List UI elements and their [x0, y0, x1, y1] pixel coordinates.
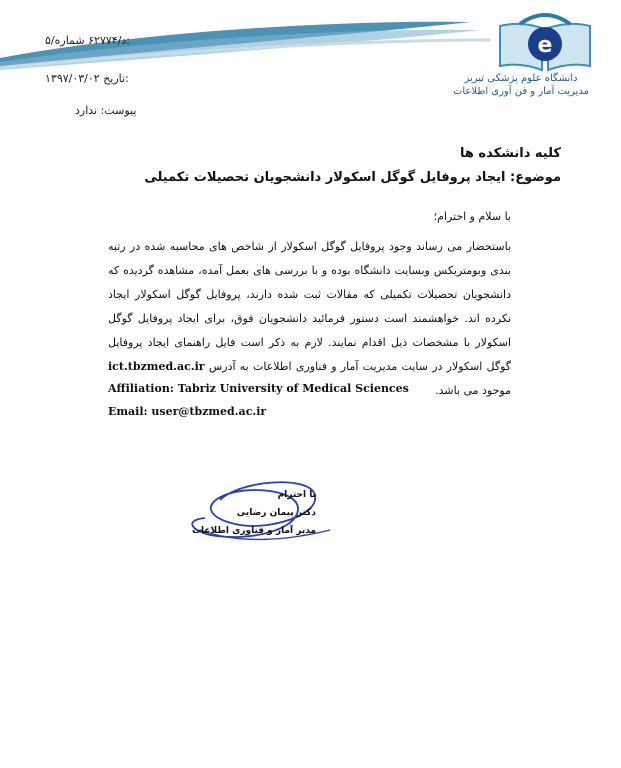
letter-body-url: ict.tbzmed.ac.ir: [108, 360, 205, 373]
university-name-line1: دانشگاه علوم پزشکی تبریز: [464, 73, 578, 84]
signature-title: مدیر آمار و فناوری اطلاعات: [191, 526, 316, 536]
affiliation-line: Affiliation: Tabriz University of Medical Sciences: [108, 382, 409, 395]
letter-date: [45, 72, 129, 85]
letter-number: [45, 34, 130, 47]
signature-closing: با احترام: [277, 490, 316, 500]
letter-date-value: ۱۳۹۷/۰۳/۰۲: [45, 72, 100, 85]
logo-letter: e: [537, 33, 553, 58]
university-name: [453, 72, 589, 98]
letter-addressee: کلیه دانشکده ها: [460, 146, 561, 161]
letter-greeting: با سلام و احترام؛: [433, 210, 511, 223]
email-line: Email: user@tbzmed.ac.ir: [108, 405, 267, 418]
letter-body-ending: موجود می باشد.: [435, 384, 511, 397]
letter-number-label: شماره:: [54, 34, 131, 47]
letter-subject: موضوع: ایجاد پروفایل گوگل اسکولار دانشجویان تحصیلات تکمیلی: [144, 170, 561, 185]
letter-attachment: پیوست: ندارد: [75, 104, 137, 117]
signature-name: دکتر پیمان رضایی: [236, 508, 316, 518]
letter-number-value: ۵/د/۶۲۷۷۴: [45, 34, 127, 47]
letter-date-label: تاریخ:: [103, 72, 129, 85]
university-logo: [490, 6, 600, 76]
letter-body-text: باستحضار می رساند وجود پروفایل گوگل اسکولار از شاخص های محاسبه شده در رتبه بندی وبومتریکس وبسایت دانشگاه بوده و با بررسی های بعمل آمده، مشاهده گردیده که دانشجویان تحصیلات تکمیلی که مقالات ثبت شده دارند، پروفایل گوگل اسکولار ایجاد نکرده اند. خواهشمند است دستور فرمائید دانشجویان فوق، برای ایجاد پروفایل گوگل اسکولار با مشخصات ذیل اقدام نمایند. لازم به ذکر است فایل راهنمای ایجاد پروفایل گوگل اسکولار در سایت مدیریت آمار و فناوری اطلاعات به آدرس: [108, 240, 511, 373]
university-name-line2: مدیریت آمار و فن آوری اطلاعات: [452, 86, 589, 97]
letter-body: [108, 235, 511, 403]
